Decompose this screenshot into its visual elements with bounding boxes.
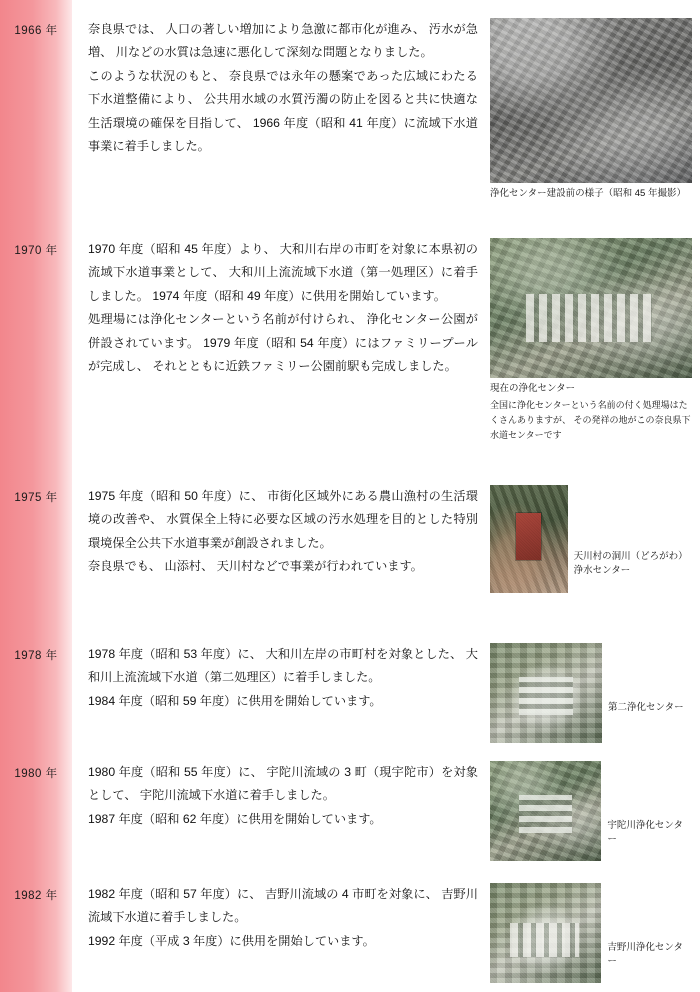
- paragraph: 1978 年度（昭和 53 年度）に、 大和川左岸の市町村を対象とした、 大和川上流流域下水道（第二処理区）に着手しました。: [88, 646, 478, 685]
- entry-media: [490, 761, 700, 861]
- entry-text: [72, 761, 490, 856]
- year-label: 1970 年: [14, 245, 58, 257]
- timeline-entry-1982: [0, 861, 700, 983]
- entry-media: [490, 485, 700, 593]
- photo-caption-note: 全国に浄化センターという名前の付く処理場はたくさんありますが、 その発祥の地がこの奈良県下水道センターです: [490, 400, 691, 440]
- photo-caption: 吉野川浄化センター: [607, 941, 683, 967]
- paragraph: 1984 年度（昭和 59 年度）に供用を開始しています。: [88, 693, 382, 708]
- paragraph: 1992 年度（平成 3 年度）に供用を開始しています。: [88, 933, 375, 948]
- entry-text: [72, 643, 490, 738]
- photo-caption: 浄化センター建設前の様子（昭和 45 年撮影）: [490, 188, 686, 199]
- paragraph: 1982 年度（昭和 57 年度）に、 吉野川流域の 4 市町を対象に、 吉野川流域下水道に着手しました。: [88, 886, 478, 925]
- entry-text: [72, 18, 490, 208]
- paragraph: 奈良県でも、 山添村、 天川村などで事業が行われています。: [88, 558, 423, 573]
- timeline-entry-1966: [0, 0, 700, 208]
- second-purification-center-photo: [490, 643, 602, 743]
- entry-text: [72, 238, 490, 438]
- year-label: 1966 年: [14, 25, 58, 37]
- photo-caption: 第二浄化センター: [608, 701, 684, 713]
- yoshinogawa-purification-center-photo: [490, 883, 601, 983]
- year-label: 1975 年: [14, 491, 58, 504]
- year-label: 1982 年: [14, 889, 58, 902]
- photo-caption: 宇陀川浄化センター: [607, 819, 683, 845]
- paragraph: 奈良県では、 人口の著しい増加により急激に都市化が進み、 汚水が急増、 川などの水質は急速に悪化して深刻な問題となりました。: [88, 22, 478, 60]
- paragraph: 処理場には浄化センターという名前が付けられ、 浄化センター公園が併設されています。 1979 年度（昭和 54 年度）にはファミリープールが完成し、 それとともに近鉄ファミリー公園前駅も完成しました。: [88, 312, 478, 374]
- timeline-entry-1975: [0, 443, 700, 595]
- dorogawa-water-purification-center-photo: [490, 485, 568, 593]
- aerial-before-construction-photo: [490, 18, 692, 183]
- paragraph: このような状況のもと、 奈良県では永年の懸案であった広域にわたる下水道整備により、 公共用水域の水質汚濁の防止を図ると共に快適な生活環境の確保を目指して、 1966 年度（昭和 41 年度）に流域下水道事業に着手しました。: [88, 68, 478, 154]
- entry-media: [490, 883, 700, 983]
- paragraph: 1987 年度（昭和 62 年度）に供用を開始しています。: [88, 811, 382, 826]
- year-label: 1978 年: [14, 649, 58, 662]
- entry-text: [72, 485, 490, 595]
- entry-media: [490, 238, 700, 443]
- timeline-entry-1970: [0, 208, 700, 443]
- paragraph: 1975 年度（昭和 50 年度）に、 市街化区域外にある農山漁村の生活環境の改善や、 水質保全上特に必要な区域の汚水処理を目的とした特別環境保全公共下水道事業が創設されました。: [88, 488, 478, 550]
- aerial-current-purification-center-photo: [490, 238, 692, 378]
- photo-caption: 天川村の洞川（どろがわ）浄水センター: [573, 550, 688, 576]
- entry-text: [72, 883, 490, 978]
- paragraph: 1980 年度（昭和 55 年度）に、 宇陀川流域の 3 町（現宇陀市）を対象として、 宇陀川流域下水道に着手しました。: [88, 764, 478, 803]
- entry-media: [490, 18, 700, 201]
- timeline-entry-1978: [0, 595, 700, 743]
- paragraph: 1970 年度（昭和 45 年度）より、 大和川右岸の市町を対象に本県初の流域下水道事業として、 大和川上流流域下水道（第一処理区）に着手しました。 1974 年度（昭和 49 年度）に供用を開始しています。: [88, 242, 478, 303]
- year-label: 1980 年: [14, 767, 58, 780]
- entry-media: [490, 643, 700, 743]
- udagawa-purification-center-photo: [490, 761, 601, 861]
- timeline-entry-1980: [0, 743, 700, 861]
- photo-caption: 現在の浄化センター: [490, 383, 576, 394]
